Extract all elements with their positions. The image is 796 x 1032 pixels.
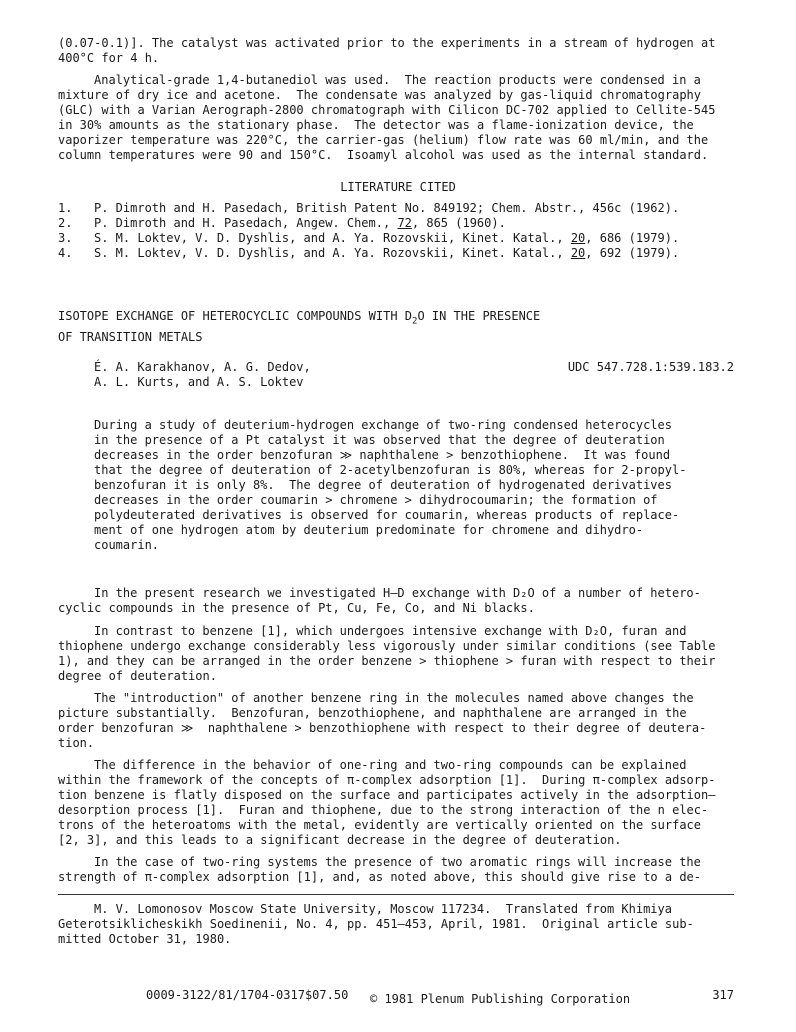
title-text: O IN THE PRESENCE <box>417 309 541 323</box>
text-line: degree of deuteration. <box>58 669 217 683</box>
body-paragraph-4 <box>58 758 715 848</box>
text-line: benzofuran it is only 8%. The degree of deuteration of hydrogenated derivatives <box>94 478 672 492</box>
text-line: vaporizer temperature was 220°C, the carrier-gas (helium) flow rate was 60 ml/min, and the <box>58 133 709 147</box>
body-paragraph-2 <box>58 624 715 684</box>
udc-code: UDC 547.728.1:539.183.2 <box>567 360 734 374</box>
reference-citation: P. Dimroth and H. Pasedach, British Patent No. 849192; Chem. Abstr., 456c (1962). <box>94 201 680 215</box>
text-line: M. V. Lomonosov Moscow State University, Moscow 117234. Translated from Khimiya <box>94 902 672 916</box>
text-line: coumarin. <box>94 538 160 552</box>
text-line: tion. <box>58 736 95 750</box>
reference-pages: , 692 (1979). <box>585 246 680 260</box>
text-line: cyclic compounds in the presence of Pt, Cu, Fe, Co, and Ni blacks. <box>58 601 535 615</box>
text-line: Analytical-grade 1,4-butanediol was used. The reaction products were condensed in a <box>94 73 701 87</box>
text-line: mitted October 31, 1980. <box>58 932 232 946</box>
reference-number: 1. <box>58 201 73 215</box>
body-paragraph-5 <box>58 855 701 885</box>
authors <box>94 360 311 390</box>
text-line: in the presence of a Pt catalyst it was observed that the degree of deuteration <box>94 433 665 447</box>
text-line: in 30% amounts as the stationary phase. The detector was a flame-ionization device, the <box>58 118 694 132</box>
text-line: column temperatures were 90 and 150°C. Isoamyl alcohol was used as the internal standard. <box>58 148 709 162</box>
reference-text <box>94 246 679 261</box>
title-line: OF TRANSITION METALS <box>58 330 203 344</box>
page-number: 317 <box>712 988 734 1002</box>
text-line: [2, 3], and this leads to a significant decrease in the degree of deuteration. <box>58 833 622 847</box>
text-line: 400°C for 4 h. <box>58 51 160 65</box>
reference-pages: , 865 (1960). <box>411 216 506 230</box>
text-line: ment of one hydrogen atom by deuterium predominate for chromene and dihydro- <box>94 523 644 537</box>
reference-item <box>58 231 738 246</box>
authors-line: A. L. Kurts, and A. S. Loktev <box>94 375 304 389</box>
text-line: desorption process [1]. Furan and thiophene, due to the strong interaction of the n elec- <box>58 803 709 817</box>
footnote-divider <box>58 894 734 895</box>
text-line: picture substantially. Benzofuran, benzothiophene, and naphthalene are arranged in the <box>58 706 687 720</box>
text-line: mixture of dry ice and acetone. The condensate was analyzed by gas-liquid chromatography <box>58 88 701 102</box>
title-subscript: 2 <box>412 316 418 327</box>
reference-number: 3. <box>58 231 73 245</box>
reference-list <box>58 201 738 261</box>
reference-item <box>58 246 738 261</box>
title-text: ISOTOPE EXCHANGE OF HETEROCYCLIC COMPOUNDS WITH D <box>58 309 413 323</box>
reference-text <box>94 231 679 246</box>
text-line: (GLC) with a Varian Aerograph-2800 chromatograph with Cilicon DC-702 applied to Cellite-545 <box>58 103 716 117</box>
continuation-paragraph <box>58 36 715 66</box>
text-line: In the present research we investigated H–D exchange with D₂O of a number of hetero- <box>94 586 701 600</box>
text-line: In contrast to benzene [1], which undergoes intensive exchange with D₂O, furan and <box>94 624 687 638</box>
literature-cited-heading <box>58 180 738 195</box>
text-line: In the case of two-ring systems the presence of two aromatic rings will increase the <box>94 855 701 869</box>
text-line: The difference in the behavior of one-ring and two-ring compounds can be explained <box>94 758 687 772</box>
text-line: tion benzene is flatly disposed on the surface and participates actively in the adsorption– <box>58 788 716 802</box>
text-line: within the framework of the concepts of π-complex adsorption [1]. During π-complex adsorp- <box>58 773 716 787</box>
reference-citation: P. Dimroth and H. Pasedach, Angew. Chem., <box>94 216 398 230</box>
reference-item <box>58 201 738 216</box>
heading-text: LITERATURE CITED <box>340 180 456 194</box>
text-line: order benzofuran ≫ naphthalene > benzothiophene with respect to their degree of deutera- <box>58 721 707 735</box>
reference-citation: S. M. Loktev, V. D. Dyshlis, and A. Ya. Rozovskii, Kinet. Katal., <box>94 246 571 260</box>
body-paragraph-3 <box>58 691 706 751</box>
text-line: Geterotsiklicheskikh Soedinenii, No. 4, pp. 451–453, April, 1981. Original article sub- <box>58 917 694 931</box>
text-line: polydeuterated derivatives is observed for coumarin, whereas products of replace- <box>94 508 680 522</box>
footnote <box>58 902 694 947</box>
text-line: trons of the heteroatoms with the metal, evidently are vertically oriented on the surface <box>58 818 701 832</box>
price-code: 0009-3122/81/1704-0317$07.50 <box>146 988 349 1002</box>
text-line: that the degree of deuteration of 2-acetylbenzofuran is 80%, whereas for 2-propyl- <box>94 463 687 477</box>
body-paragraph-1 <box>58 586 701 616</box>
copyright-notice: © 1981 Plenum Publishing Corporation <box>370 992 631 1006</box>
reference-volume: 20 <box>570 246 586 260</box>
reference-text <box>94 216 506 231</box>
title-line <box>58 309 541 327</box>
text-line: thiophene undergo exchange considerably less vigorously under similar conditions (see Table <box>58 639 716 653</box>
text-line: During a study of deuterium-hydrogen exchange of two-ring condensed heterocycles <box>94 418 672 432</box>
authors-line: É. A. Karakhanov, A. G. Dedov, <box>94 360 311 374</box>
text-line: The "introduction" of another benzene ring in the molecules named above changes the <box>94 691 694 705</box>
reagents-paragraph <box>58 73 715 163</box>
reference-volume: 72 <box>397 216 412 230</box>
reference-pages: , 686 (1979). <box>585 231 680 245</box>
abstract <box>94 418 686 553</box>
text-line: strength of π-complex adsorption [1], and, as noted above, this should give rise to a de- <box>58 870 701 884</box>
reference-text <box>94 201 679 216</box>
reference-item <box>58 216 738 231</box>
reference-number: 2. <box>58 216 73 230</box>
text-line: (0.07-0.1)]. The catalyst was activated prior to the experiments in a stream of hydrogen at <box>58 36 716 50</box>
text-line: decreases in the order coumarin > chromene > dihydrocoumarin; the formation of <box>94 493 658 507</box>
reference-citation: S. M. Loktev, V. D. Dyshlis, and A. Ya. Rozovskii, Kinet. Katal., <box>94 231 571 245</box>
text-line: decreases in the order benzofuran ≫ naphthalene > benzothiophene. It was found <box>94 448 671 462</box>
reference-number: 4. <box>58 246 73 260</box>
article-title <box>58 309 540 345</box>
text-line: 1), and they can be arranged in the order benzene > thiophene > furan with respect to their <box>58 654 716 668</box>
reference-volume: 20 <box>570 231 586 245</box>
